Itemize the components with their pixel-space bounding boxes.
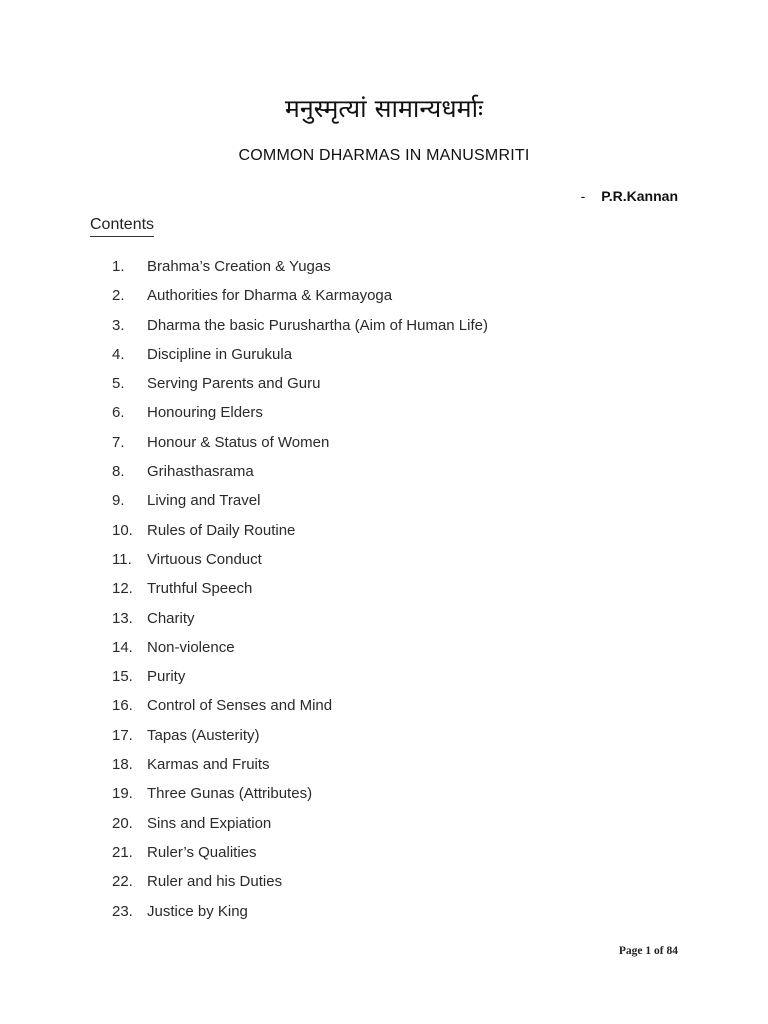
toc-item-number: 2. <box>112 287 125 305</box>
toc-item-label: Control of Senses and Mind <box>147 697 333 715</box>
toc-item <box>0 550 768 579</box>
toc-item-number: 5. <box>112 375 125 393</box>
toc-item <box>0 433 768 462</box>
toc-item-number: 12. <box>112 580 133 598</box>
toc-item-label: Ruler’s Qualities <box>147 843 257 861</box>
toc-item <box>0 374 768 403</box>
toc-item <box>0 345 768 374</box>
toc-item-number: 18. <box>112 756 133 774</box>
toc-item <box>0 462 768 491</box>
toc-item-label: Discipline in Gurukula <box>147 345 293 363</box>
english-title: COMMON DHARMAS IN MANUSMRITI <box>238 147 530 164</box>
toc-item-label: Honour & Status of Women <box>147 433 330 451</box>
toc-item-number: 10. <box>112 521 133 539</box>
toc-item-number: 9. <box>112 492 125 510</box>
toc-item-number: 15. <box>112 668 133 686</box>
toc-item <box>0 286 768 315</box>
toc-item <box>0 843 768 872</box>
page-number: Page 1 of 84 <box>618 945 678 957</box>
toc-item <box>0 638 768 667</box>
toc-item <box>0 579 768 608</box>
toc-item-label: Dharma the basic Purushartha (Aim of Human Life) <box>147 316 488 334</box>
toc-item-number: 6. <box>112 404 125 422</box>
toc-item <box>0 726 768 755</box>
author-line <box>581 186 678 206</box>
toc-item <box>0 667 768 696</box>
toc-item <box>0 257 768 286</box>
toc-item-number: 17. <box>112 726 133 744</box>
toc-item-label: Non-violence <box>147 638 235 656</box>
toc-item-number: 1. <box>112 258 125 275</box>
toc-item-number: 22. <box>112 873 133 891</box>
sanskrit-title: मनुस्मृत्यां सामान्यधर्माः <box>284 94 484 123</box>
toc-item <box>0 902 768 931</box>
toc-item <box>0 521 768 550</box>
toc-item-number: 3. <box>112 316 125 334</box>
toc-item-label: Three Gunas (Attributes) <box>147 785 313 803</box>
toc-item-label: Living and Travel <box>147 492 261 510</box>
toc-item <box>0 491 768 520</box>
toc-item-label: Authorities for Dharma & Karmayoga <box>147 287 393 305</box>
toc-item-label: Grihasthasrama <box>147 463 254 481</box>
toc-item-number: 8. <box>112 463 125 481</box>
toc-item-label: Serving Parents and Guru <box>147 375 321 393</box>
toc-item-number: 7. <box>112 433 125 451</box>
toc-item-number: 21. <box>112 843 133 861</box>
toc-item-label: Justice by King <box>147 902 248 920</box>
toc-item-label: Brahma’s Creation & Yugas <box>147 258 331 275</box>
toc-item <box>0 872 768 901</box>
toc-item <box>0 784 768 813</box>
toc-item-label: Truthful Speech <box>147 580 253 598</box>
toc-item-label: Purity <box>147 668 186 686</box>
toc-item <box>0 609 768 638</box>
toc-item-label: Sins and Expiation <box>147 814 272 832</box>
toc-item-number: 13. <box>112 609 133 627</box>
toc-item <box>0 403 768 432</box>
toc-item-number: 19. <box>112 785 133 803</box>
toc-item-label: Tapas (Austerity) <box>147 726 260 744</box>
contents-heading: Contents <box>90 214 154 237</box>
toc-item <box>0 755 768 784</box>
toc-item-number: 23. <box>112 902 133 920</box>
toc-item-number: 11. <box>112 550 132 568</box>
toc-item <box>0 814 768 843</box>
toc-item-label: Charity <box>147 609 195 627</box>
author-name: P.R.Kannan <box>601 188 678 204</box>
toc-item-label: Ruler and his Duties <box>147 873 283 891</box>
table-of-contents <box>0 257 768 931</box>
toc-item-label: Rules of Daily Routine <box>147 521 296 539</box>
toc-item <box>0 316 768 345</box>
toc-item-number: 16. <box>112 697 133 715</box>
toc-item-number: 20. <box>112 814 133 832</box>
toc-item-label: Karmas and Fruits <box>147 756 270 774</box>
toc-item-number: 14. <box>112 638 133 656</box>
toc-item <box>0 696 768 725</box>
toc-item-label: Honouring Elders <box>147 404 263 422</box>
toc-item-label: Virtuous Conduct <box>147 550 262 568</box>
toc-item-number: 4. <box>112 345 125 363</box>
author-dash: - <box>580 188 586 204</box>
